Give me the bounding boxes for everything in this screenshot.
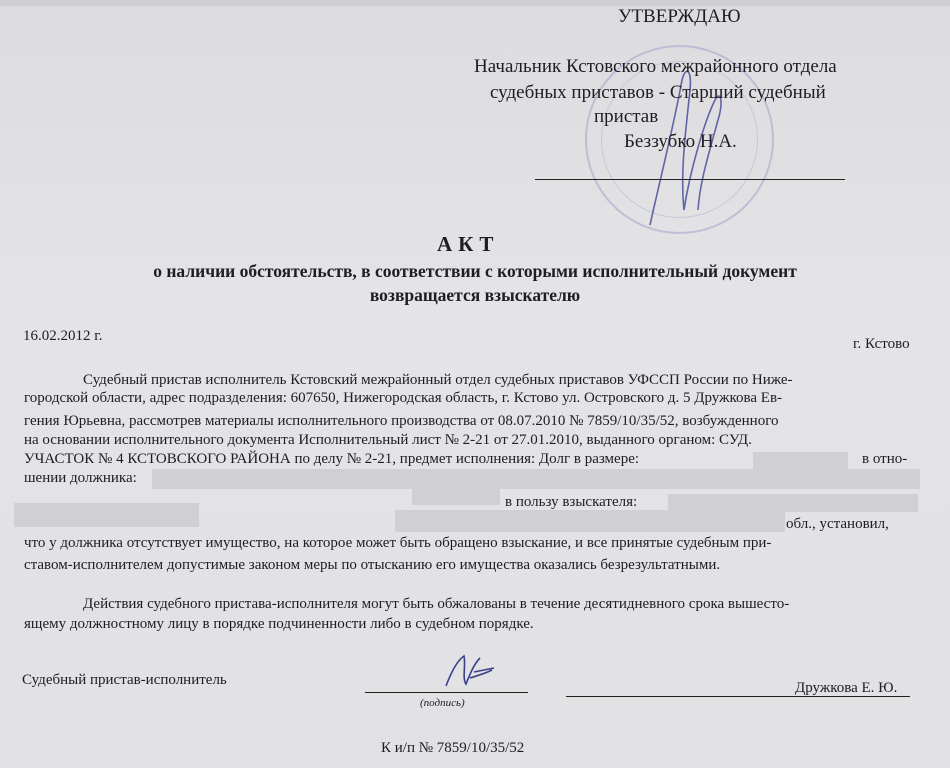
approval-signature-line [535,179,845,180]
executor-signature-icon [440,650,500,692]
approval-line-2: судебных приставов - Старший судебный [490,82,826,103]
redacted-amount [753,452,848,469]
document-date: 16.02.2012 г. [23,328,103,344]
redacted-creditor-2 [14,503,199,527]
body-line-5: УЧАСТОК № 4 КСТОВСКОГО РАЙОНА по делу № 2-21, предмет исполнения: Долг в размере: [24,451,640,467]
body-line-2: городской области, адрес подразделения: 607650, Нижегородская область, г. Кстово ул. Островского д. 5 Дружкова Ев- [24,390,783,406]
signature-caption: (подпись) [420,697,465,709]
redacted-debtor [152,469,920,489]
approval-line-1: Начальник Кстовского межрайонного отдела [474,56,837,77]
page-top-edge [0,0,950,6]
document-title: АКТ [437,232,500,256]
body-line-3: гения Юрьевна, рассмотрев материалы исполнительного производства от 08.07.2010 № 7859/10/35/52, возбужденного [24,413,779,429]
executor-name: Дружкова Е. Ю. [795,680,898,696]
document-subtitle-2: возвращается взыскателю [369,285,581,305]
case-number: К и/п № 7859/10/35/52 [381,740,525,756]
body-line-1: Судебный пристав исполнитель Кстовский межрайонный отдел судебных приставов УФССП России по Ниже- [83,372,793,388]
body-line-6: шении должника: [24,470,137,486]
body-para2-line-2: ящему должностному лицу в порядке подчиненности либо в судебном порядке. [24,616,534,632]
signature-role: Судебный пристав-исполнитель [22,672,227,688]
document-subtitle-1: о наличии обстоятельств, в соответствии с которыми исполнительный документ [153,261,797,281]
body-line-10: ставом-исполнителем допустимые законом меры по отысканию его имущества оказались безрезультатными. [24,557,721,573]
approval-line-3: пристав [594,106,659,127]
redacted-debtor-2 [412,487,500,505]
body-line-8: обл., установил, [786,516,889,532]
body-line-9: что у должника отсутствует имущество, на которое может быть обращено взыскание, и все принятые судебным при- [24,535,772,551]
approval-heading: УТВЕРЖДАЮ [618,6,741,27]
body-line-5-end: в отно- [862,451,908,467]
body-para2-line-1: Действия судебного пристава-исполнителя могут быть обжалованы в течение десятидневного срока вышесто- [83,596,790,612]
redacted-creditor-address [395,510,785,532]
approval-line-4: Беззубко Н.А. [624,131,737,152]
document-city: г. Кстово [853,336,910,352]
body-line-4: на основании исполнительного документа Исполнительный лист № 2-21 от 27.01.2010, выданного органом: СУД. [24,432,752,448]
signature-line [365,692,528,693]
body-line-7: в пользу взыскателя: [505,494,638,510]
